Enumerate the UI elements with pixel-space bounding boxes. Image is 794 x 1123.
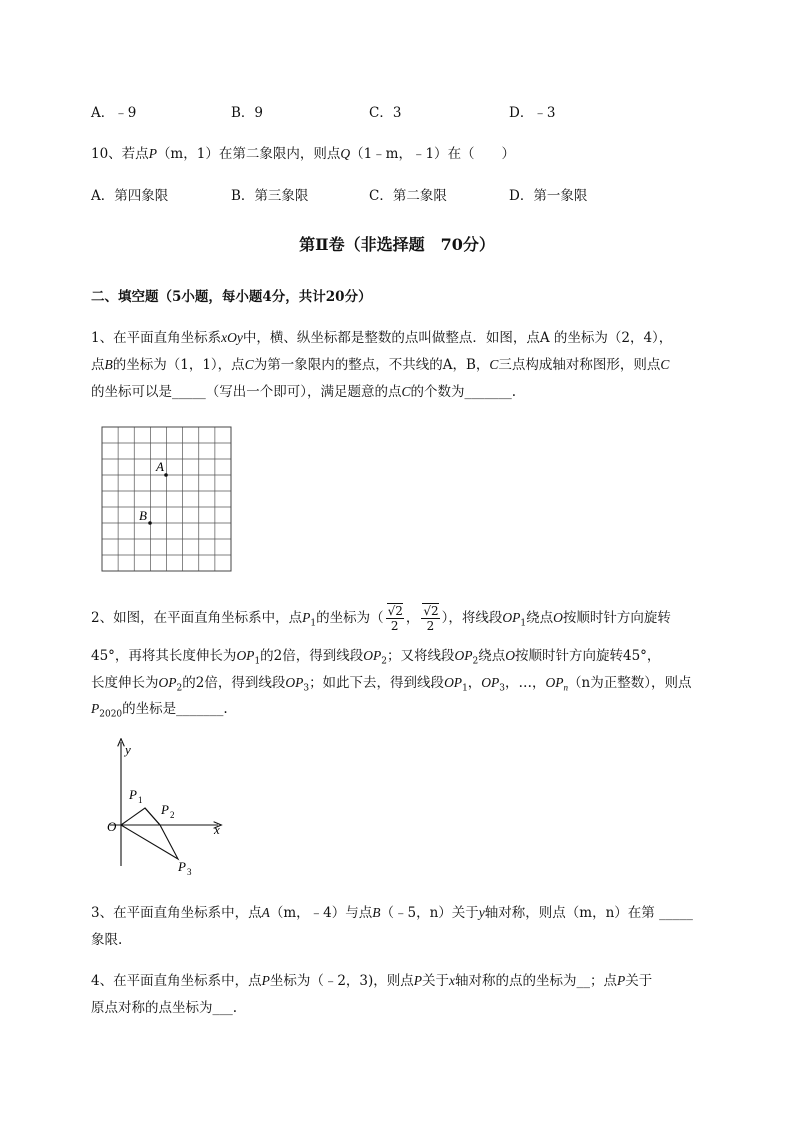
fill2-op: OP xyxy=(502,610,521,625)
fill3-text: 与点 xyxy=(345,905,373,921)
fill2-op: OP xyxy=(285,675,304,690)
fill2-comma: ， xyxy=(405,610,420,626)
fill1-b: B xyxy=(104,357,113,372)
grid-label-b: B xyxy=(139,508,147,523)
fill1-text: 为第一象限内的整点，不共线的A，B， xyxy=(253,357,490,373)
fill2-graph xyxy=(100,738,235,880)
frac-den: 2 xyxy=(426,619,435,633)
q10-q-coords: （1﹣m，﹣1） xyxy=(350,146,448,162)
label-p1-sub: 1 xyxy=(138,795,143,805)
fill2-sub: 3 xyxy=(303,683,310,694)
fill2-comma: ， xyxy=(467,675,482,691)
fill2-op: OP xyxy=(454,648,473,663)
grid-point-b xyxy=(148,521,152,525)
grid-label-a: A xyxy=(156,459,164,474)
fill4-p: P xyxy=(413,973,423,988)
q10-stem xyxy=(91,142,515,162)
label-y: y xyxy=(125,742,131,757)
fill1-text: 的坐标为（1，1），点 xyxy=(112,357,245,373)
fill2-sub: 1 xyxy=(462,683,468,694)
label-p3: P xyxy=(178,859,186,874)
fill2-p: P xyxy=(302,610,311,625)
fill2-op: OP xyxy=(545,675,564,690)
fill2-text: 的坐标是_______. xyxy=(122,701,228,717)
fill1-xoy: xOy xyxy=(221,330,243,345)
fill2-sub: 3 xyxy=(499,683,506,694)
fill3-b-coords: （﹣5，n） xyxy=(380,905,452,921)
label-x: x xyxy=(214,822,220,837)
fill2-op: OP xyxy=(236,648,255,663)
fill1-text: 的坐标可以是_____（写出一个即可），满足题意的点 xyxy=(91,384,402,400)
fill4-text: 轴对称的点的坐标为__；点 xyxy=(455,973,618,989)
fill2-sub: 2 xyxy=(472,656,479,667)
fill4-text: 4、在平面直角坐标系中，点 xyxy=(91,973,262,989)
fill4-text: 关于 xyxy=(625,973,653,989)
label-p3-sub: 3 xyxy=(187,867,192,877)
fill2-sub: 1 xyxy=(520,618,527,629)
fill2-sub: 2 xyxy=(381,656,387,667)
fill3-line1 xyxy=(91,901,693,921)
fill2-text: 45°，再将其长度伸长为 xyxy=(91,648,237,664)
fill3-text: 关于 xyxy=(451,905,479,921)
q9-option-c: C．3 xyxy=(369,105,402,121)
label-p2: P xyxy=(161,802,169,817)
fill3-line2: 象限. xyxy=(91,932,123,948)
q10-option-b: B．第三象限 xyxy=(231,188,309,204)
q10-end: 在（ ） xyxy=(447,146,516,162)
fill2-sub: 1 xyxy=(254,656,261,667)
fill3-a: A xyxy=(261,905,270,920)
q10-option-a: A．第四象限 xyxy=(91,188,169,204)
fill2-text: （n为正整数），则点 xyxy=(568,675,692,691)
grid-point-a xyxy=(164,473,168,477)
fill2-text: 按顺时针方向旋转 xyxy=(562,610,671,626)
fill4-p: P xyxy=(261,973,270,988)
fill1-line1 xyxy=(91,326,672,346)
q10-prefix: 10、若点 xyxy=(91,146,149,162)
fill4-text: 关于 xyxy=(422,973,450,989)
fill1-text: 1、在平面直角坐标系 xyxy=(91,330,222,346)
fill2-text: 2、如图，在平面直角坐标系中，点 xyxy=(91,610,303,626)
part2-title: 第Ⅱ卷（非选择题 70分） xyxy=(299,235,495,254)
fill4-text: 坐标为（﹣2，3)，则点 xyxy=(269,973,414,989)
fill1-text: 的个数为_______. xyxy=(410,384,517,400)
label-o: O xyxy=(107,819,117,834)
fill2-text: 的坐标为（ xyxy=(316,610,384,626)
fill2-o: O xyxy=(505,648,515,663)
q10-point-p: P xyxy=(148,146,157,161)
fill3-a-coords: （m，﹣4） xyxy=(269,905,346,921)
frac-den: 2 xyxy=(390,619,399,633)
fill3-b: B xyxy=(372,905,381,920)
fill4-line2: 原点对称的点坐标为___. xyxy=(91,1000,238,1016)
q9-option-a: A．﹣9 xyxy=(91,105,137,121)
q10-p-coords: （m，1） xyxy=(156,146,219,162)
fill2-o: O xyxy=(553,610,563,625)
fill2-sub: 2020 xyxy=(99,709,123,720)
fill4-line1 xyxy=(91,969,652,989)
fraction-sqrt2-over-2 xyxy=(386,604,404,633)
fill3-y: y xyxy=(478,905,485,920)
frac-num: √2 xyxy=(387,604,403,618)
fill2-text: ，…， xyxy=(505,675,546,691)
fill2-text: ），将线段 xyxy=(441,610,503,626)
fill1-line3 xyxy=(91,380,516,400)
fill2-text: 的2倍，得到线段 xyxy=(260,648,364,664)
fraction-sqrt2-over-2 xyxy=(421,604,439,633)
fill2-text: 绕点 xyxy=(526,610,554,626)
label-p2-sub: 2 xyxy=(170,810,175,820)
fill2-text: 按顺时针方向旋转45°， xyxy=(514,648,661,664)
fill2-sub: 1 xyxy=(310,618,317,629)
fill2-sub: 2 xyxy=(176,683,183,694)
fill1-c: C xyxy=(244,357,254,372)
fill2-text: ；又将线段 xyxy=(387,648,455,664)
fill3-text: 3、在平面直角坐标系中，点 xyxy=(91,905,262,921)
q9-option-b: B．9 xyxy=(231,105,264,121)
fill2-text: 绕点 xyxy=(478,648,506,664)
q10-mid: 在第二象限内，则点 xyxy=(218,146,341,162)
fill3-text: 轴对称，则点（m，n）在第 _____ xyxy=(484,905,693,921)
fill1-text: 中，横、纵坐标都是整数的点叫做整点．如图，点A 的坐标为（2，4）， xyxy=(242,330,673,346)
section2-header: 二、填空题（5小题，每小题4分，共计20分） xyxy=(91,289,372,305)
fill4-x: x xyxy=(449,973,456,988)
fill1-text: 三点构成轴对称图形，则点 xyxy=(498,357,661,373)
q10-point-q: Q xyxy=(340,146,351,161)
fill1-c: C xyxy=(660,357,670,372)
label-p1: P xyxy=(129,787,137,802)
fill2-text: 长度伸长为 xyxy=(91,675,159,691)
fill4-p: P xyxy=(617,973,626,988)
fill2-op: OP xyxy=(444,675,463,690)
fill2-line2 xyxy=(91,644,660,667)
q9-option-d: D．﹣3 xyxy=(509,105,556,121)
frac-num: √2 xyxy=(423,604,439,618)
fill2-p: P xyxy=(91,701,100,716)
fill2-op: OP xyxy=(481,675,500,690)
fill1-c: C xyxy=(489,357,499,372)
fill1-line2 xyxy=(91,353,669,373)
fill2-op: OP xyxy=(158,675,177,690)
fill2-line1 xyxy=(91,604,671,633)
fill1-grid-figure xyxy=(100,424,234,574)
fill2-text: 的2倍，得到线段 xyxy=(182,675,286,691)
fill2-text: ；如此下去，得到线段 xyxy=(309,675,445,691)
fill2-op: OP xyxy=(363,648,382,663)
fill1-c: C xyxy=(401,384,411,399)
q10-option-c: C．第二象限 xyxy=(369,188,447,204)
q10-option-d: D．第一象限 xyxy=(509,188,588,204)
fill2-line3 xyxy=(91,671,691,694)
fill2-sub: n xyxy=(563,682,569,693)
fill2-line4 xyxy=(91,697,228,720)
fill1-text: 点 xyxy=(91,357,105,373)
